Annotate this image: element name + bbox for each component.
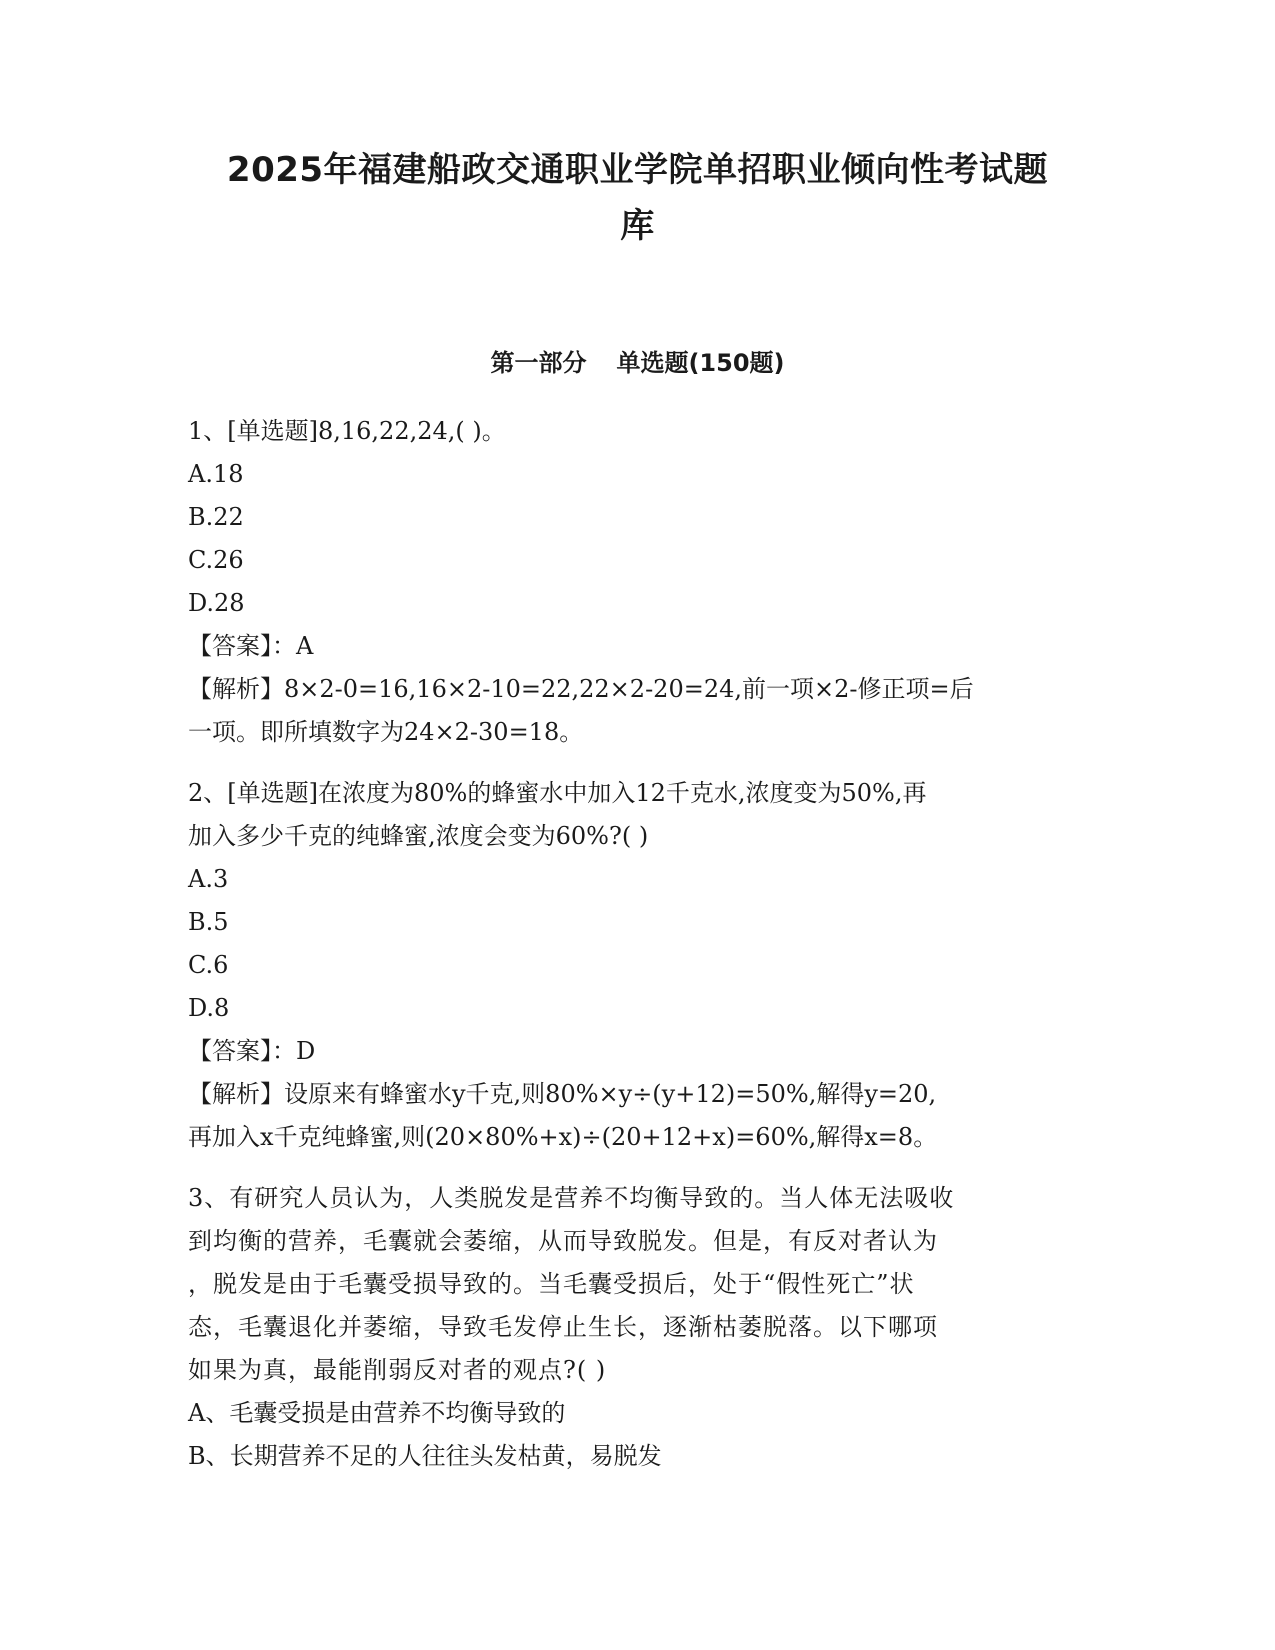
option-a: A.3 bbox=[188, 865, 229, 893]
question-stem-line-5: 如果为真，最能削弱反对者的观点?( ) bbox=[188, 1356, 607, 1384]
option-a: A、毛囊受损是由营养不均衡导致的 bbox=[188, 1399, 566, 1427]
document-title-line-1: 2025年福建船政交通职业学院单招职业倾向性考试题 bbox=[226, 150, 1049, 190]
option-d: D.8 bbox=[188, 994, 230, 1022]
answer: 【答案】：D bbox=[188, 1037, 316, 1065]
question-stem-line-1: 3、有研究人员认为，人类脱发是营养不均衡导致的。当人体无法吸收 bbox=[188, 1184, 955, 1212]
option-c: C.6 bbox=[188, 951, 229, 979]
answer: 【答案】：A bbox=[188, 632, 314, 660]
analysis-line-1: 【解析】8×2-0=16,16×2-10=22,22×2-20=24,前一项×2-修正项=后 bbox=[188, 675, 974, 703]
question-stem-line-2: 到均衡的营养，毛囊就会萎缩，从而导致脱发。但是，有反对者认为 bbox=[188, 1227, 938, 1255]
option-d: D.28 bbox=[188, 589, 245, 617]
analysis-line-2: 再加入x千克纯蜂蜜,则(20×80%+x)÷(20+12+x)=60%,解得x=8。 bbox=[188, 1123, 938, 1151]
option-a: A.18 bbox=[188, 460, 244, 488]
section-subtitle: 单选题(150题) bbox=[616, 349, 785, 377]
question-stem-line-2: 加入多少千克的纯蜂蜜,浓度会变为60%?( ) bbox=[188, 822, 649, 850]
option-b: B.22 bbox=[188, 503, 244, 531]
section-title: 第一部分 bbox=[490, 349, 587, 377]
analysis-line-2: 一项。即所填数字为24×2-30=18。 bbox=[188, 718, 584, 746]
option-b: B、长期营养不足的人往往头发枯黄，易脱发 bbox=[188, 1442, 662, 1470]
question-3 bbox=[188, 1177, 1088, 1478]
option-b: B.5 bbox=[188, 908, 229, 936]
question-1 bbox=[188, 410, 1088, 754]
section-heading bbox=[150, 345, 1125, 381]
option-c: C.26 bbox=[188, 546, 244, 574]
document-body bbox=[188, 410, 1088, 1496]
question-stem: 1、[单选题]8,16,22,24,( )。 bbox=[188, 417, 506, 445]
question-stem-line-3: ，脱发是由于毛囊受损导致的。当毛囊受损后，处于“假性死亡”状 bbox=[188, 1270, 915, 1298]
analysis-line-1: 【解析】设原来有蜂蜜水y千克,则80%×y÷(y+12)=50%,解得y=20, bbox=[188, 1080, 937, 1108]
document-title-line-2: 库 bbox=[620, 206, 655, 246]
question-stem-line-1: 2、[单选题]在浓度为80%的蜂蜜水中加入12千克水,浓度变为50%,再 bbox=[188, 779, 927, 807]
document-title bbox=[150, 142, 1125, 254]
question-2 bbox=[188, 772, 1088, 1159]
question-stem-line-4: 态，毛囊退化并萎缩，导致毛发停止生长，逐渐枯萎脱落。以下哪项 bbox=[188, 1313, 938, 1341]
